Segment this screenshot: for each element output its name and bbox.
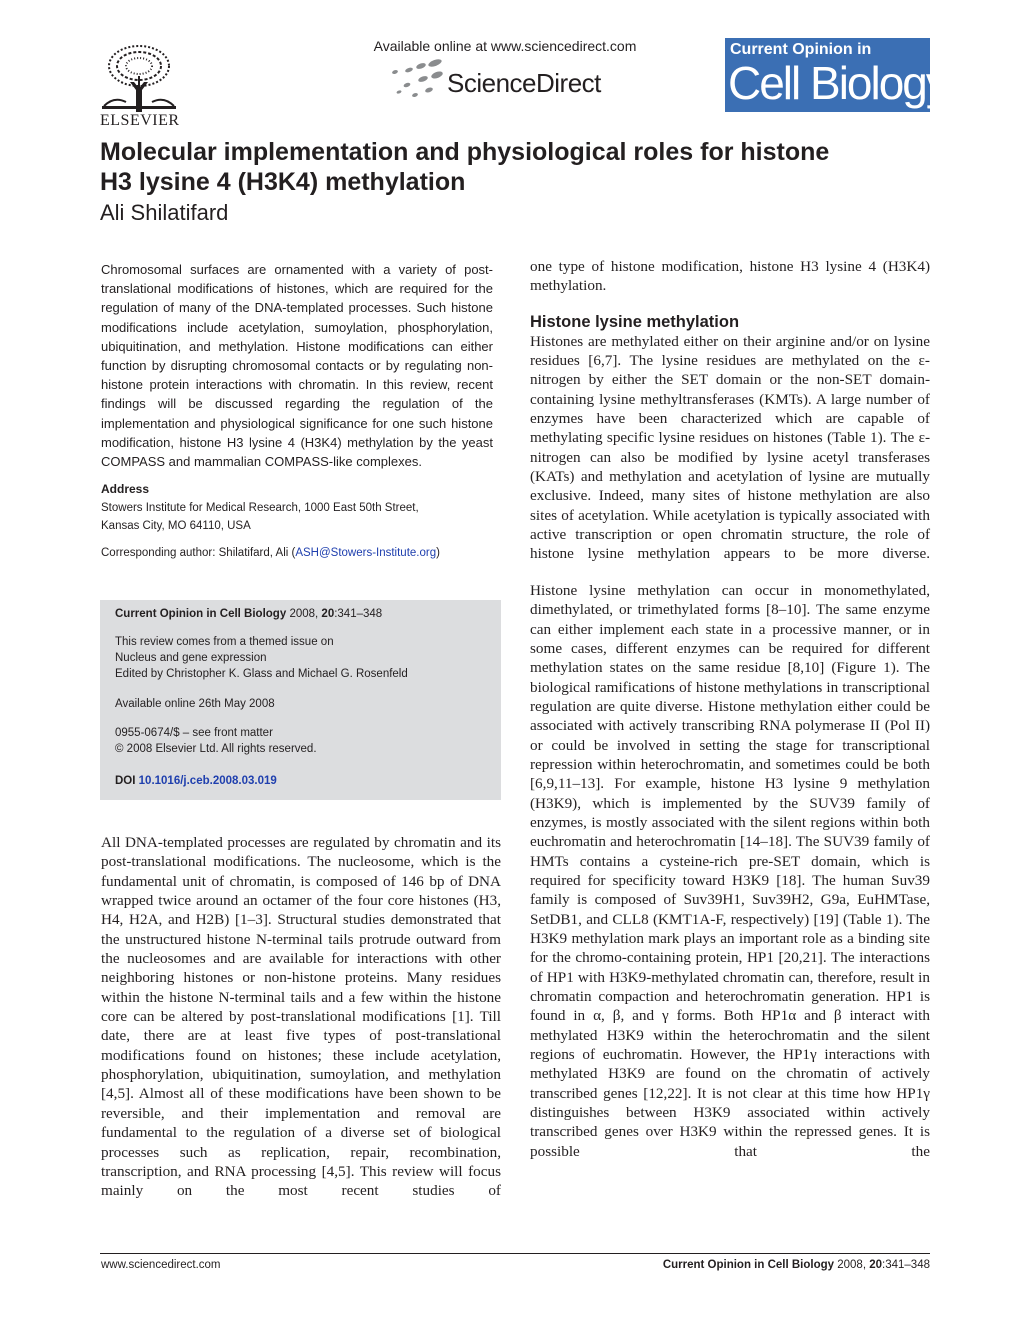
section-paragraph-2: Histone lysine methylation can occur in monomethylated, dimethylated, or trimethylated forms [8–10]. The same enzyme can either implement each state in a processive manner, or in some cases, different enzymes can be required for different methylation states on the same residue [8,10] (Figure 1). The biological ramifications of histone methylations in transcriptional regulation are quite diverse. Histone methylation either could be associated with actively transcribing RNA polymerase II (Pol II) or could be involved in setting the stage for transcriptional repression within heterochromatin, and sometimes could be both [6,9,11–13]. For example, histone H3 lysine 9 methylation (H3K9), which is implemented by the SUV39 family of enzymes, is mostly associated with the silent regions within both euchromatin and heterochromatin [14–18]. The SUV39 family of HMTs contains a cysteine-rich pre-SET domain, which is required for specificity toward H3K9 [18]. The human Suv39 family is composed of Suv39H1, Suv39H2, G9a, EuHMTase, SetDB1, and CLL8 (KMT1A-F, respectively) [19] (Table 1). The H3K9 methylation mark plays an important role as a binding site for the chromo-containing protein, HP1 [20,21]. The interactions of HP1 with H3K9-methylated chromatin can, therefore, result in chromatin compaction and heterochromatin generation. HP1 is found in α, β, and γ forms. Both HP1α and β interact with methylated H3K9 within the heterochromatin and the silent regions of euchromatin. However, the HP1γ interactions with methylated H3K9 are found on the chromatin of actively transcribed genes [12,22]. It is not clear at this time how HP1γ distinguishes between H3K9 associated within actively transcribed genes over H3K9 within the repressed genes. It is possible that the: [530, 581, 930, 1160]
sciencedirect-wordmark: ScienceDirect: [447, 68, 601, 98]
info-available-online: Available online 26th May 2008: [115, 698, 275, 710]
info-doi-label: DOI: [115, 775, 136, 787]
elsevier-tree-icon: [100, 42, 178, 112]
article-info-box: [100, 600, 501, 800]
info-theme-line-1: This review comes from a themed issue on: [115, 636, 334, 648]
email-link[interactable]: ASH@Stowers-Institute.org: [295, 547, 437, 560]
section-paragraph-1: Histones are methylated either on their arginine and/or on lysine residues [6,7]. The lysine residues are methylated on the ε-nitrogen by either the SET domain or the non-SET domain-containing lysine methyltransferases (KMTs). A large number of enzymes have been characterized which are capable of methylating specific lysine residues on histones (Table 1). The ε-nitrogen can also be modified by lysine acetyl transferases (KATs) and methylation and acetylation of lysine are mutually exclusive. Indeed, many sites of histone methylation are also sites of acetylation. While acetylation is typically associated with active transcription or open chromatin structure, the role of histone lysine methylation appears to be more diverse.: [530, 332, 930, 563]
footer-year: 2008,: [837, 1259, 867, 1271]
footer-pages: :341–348: [882, 1259, 930, 1271]
info-theme-line-2: Nucleus and gene expression: [115, 652, 267, 664]
sciencedirect-dots-icon: [385, 58, 449, 100]
journal-logo-main: Cell Biology: [728, 57, 947, 109]
address-heading: Address: [101, 482, 150, 497]
info-copyright: © 2008 Elsevier Ltd. All rights reserved.: [115, 743, 317, 755]
article-author: Ali Shilatifard: [100, 200, 229, 225]
address-text: [101, 499, 493, 535]
address-line-2: Kansas City, MO 64110, USA: [101, 520, 251, 533]
corresponding-author: [101, 547, 493, 559]
footer-journal: Current Opinion in Cell Biology: [662, 1259, 835, 1271]
footer-divider: [100, 1253, 930, 1254]
footer-website[interactable]: www.sciencedirect.com: [101, 1259, 221, 1271]
article-title: Molecular implementation and physiological roles for histone H3 lysine 4 (H3K4) methylation: [100, 138, 830, 196]
abstract: Chromosomal surfaces are ornamented with a variety of post-translational modifications of histones, which are required for the regulation of many of the DNA-templated processes. Such histone modifications include acetylation, sumoylation, phosphorylation, ubiquitination, and methylation. Histone modifications can either function by disrupting chromosomal contacts or by regulating non-histone protein interactions with chromatin. In this review, recent findings will be discussed regarding the regulation of the implementation and physiological significance for one such histone modification, histone H3 lysine 4 (H3K4) methylation by the yeast COMPASS and mammalian COMPASS-like complexes.: [101, 262, 493, 470]
info-journal-name: Current Opinion in Cell Biology: [115, 608, 287, 620]
journal-logo-top: Current Opinion in: [730, 41, 872, 58]
address-line-1: Stowers Institute for Medical Research, 1000 East 50th Street,: [101, 502, 419, 515]
intro-paragraph: All DNA-templated processes are regulated by chromatin and its post-translational modifications. The nucleosome, which is the fundamental unit of chromatin, is composed of 146 bp of DNA wrapped twice around an octamer of the four core histones (H3, H4, H2A, and H2B) [1–3]. Structural studies demonstrated that the unstructured histone N-terminal tails protrude outward from the nucleosomes and are available for interactions with other neighboring histones or non-histone proteins. Many residues within the histone N-terminal tails and a few within the histone core can be altered by post-translational modifications [1]. Till date, there are at least five types of post-translational modifications found on histones; these include acetylation, phosphorylation, ubiquitination, sumoylation, and methylation [4,5]. Almost all of these modifications have been shown to be reversible, and their implementation and removal are fundamental to the regulation of a diverse set of biological processes such as replication, repair, recombination, transcription, and RNA processing [4,5]. This review will focus mainly on the most recent studies of: [101, 834, 501, 1200]
info-pages: :341–348: [334, 608, 383, 620]
footer-citation: [663, 1259, 930, 1271]
footer-volume: 20: [869, 1259, 883, 1271]
info-issn: 0955-0674/$ – see front matter: [115, 727, 273, 739]
right-body-column: [530, 257, 930, 1161]
info-journal-citation: [115, 608, 382, 620]
info-doi: [115, 775, 277, 787]
info-year: 2008,: [289, 608, 319, 620]
publisher-name: ELSEVIER: [100, 112, 180, 129]
left-column-front-matter: [101, 260, 493, 559]
sciencedirect-logo: [385, 58, 625, 102]
info-edited-by: Edited by Christopher K. Glass and Michael G. Rosenfeld: [115, 668, 408, 680]
left-body-column: [101, 833, 501, 1201]
available-online-text: Available online at www.sciencedirect.com: [373, 38, 637, 54]
elsevier-logo: [100, 42, 180, 130]
doi-link[interactable]: 10.1016/j.ceb.2008.03.019: [138, 775, 277, 787]
info-volume: 20: [321, 608, 335, 620]
corresponding-prefix: Corresponding author: Shilatifard, Ali (: [101, 547, 296, 560]
corresponding-suffix: ): [436, 547, 440, 560]
intro-continuation: one type of histone modification, histone H3 lysine 4 (H3K4) methylation.: [530, 258, 930, 295]
journal-logo-box: [725, 38, 947, 112]
section-heading: Histone lysine methylation: [530, 312, 740, 331]
